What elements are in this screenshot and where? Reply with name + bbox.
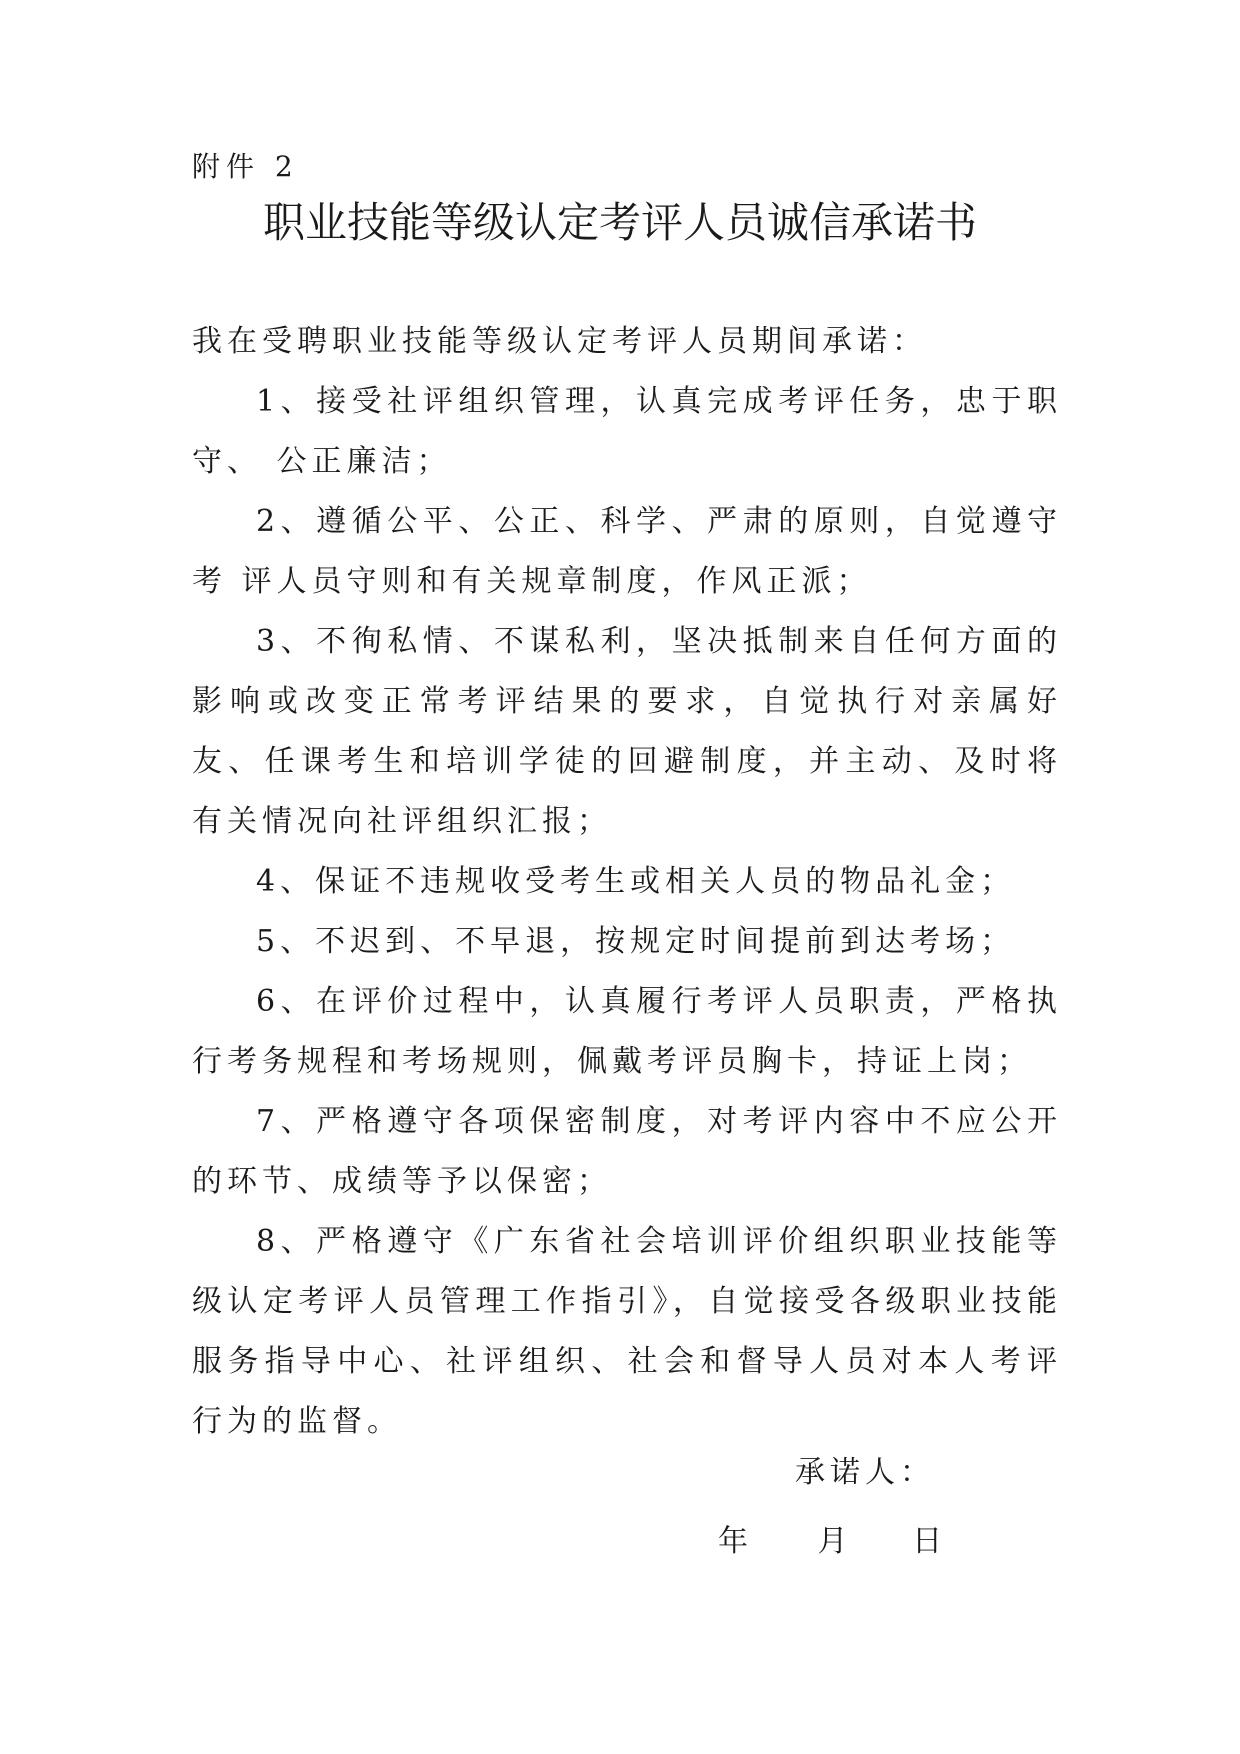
commitment-item-3: 3、不徇私情、不谋私利，坚决抵制来自任何方面的影响或改变正常考评结果的要求，自觉执行对亲属好友、任课考生和培训学徒的回避制度，并主动、及时将有关情况向社评组织汇报； xyxy=(192,624,1062,839)
document-body xyxy=(192,312,1062,1452)
attachment-label: 附件 2 xyxy=(192,150,299,183)
document-title: 职业技能等级认定考评人员诚信承诺书 xyxy=(262,198,977,247)
commitment-item-7: 7、严格遵守各项保密制度，对考评内容中不应公开的环节、成绩等予以保密； xyxy=(192,1104,1062,1199)
intro-paragraph: 我在受聘职业技能等级认定考评人员期间承诺： xyxy=(192,324,927,359)
signature-label: 承诺人： xyxy=(795,1455,935,1490)
commitment-item-4: 4、保证不违规收受考生或相关人员的物品礼金； xyxy=(256,864,1016,899)
commitment-item-5: 5、不迟到、不早退，按规定时间提前到达考场； xyxy=(256,924,1016,959)
commitment-item-6: 6、在评价过程中，认真履行考评人员职责，严格执行考务规程和考场规则，佩戴考评员胸卡，持证上岗； xyxy=(192,984,1062,1079)
commitment-item-1: 1、接受社评组织管理，认真完成考评任务，忠于职守、 公正廉洁； xyxy=(192,384,1062,479)
date-year-label: 年 xyxy=(718,1524,748,1559)
commitment-item-8: 8、严格遵守《广东省社会培训评价组织职业技能等级认定考评人员管理工作指引》，自觉接受各级职业技能服务指导中心、社评组织、社会和督导人员对本人考评行为的监督。 xyxy=(192,1224,1062,1439)
date-day-label: 日 xyxy=(912,1524,943,1559)
date-line xyxy=(718,1522,952,1562)
commitment-item-2: 2、遵循公平、公正、科学、严肃的原则，自觉遵守考 评人员守则和有关规章制度，作风正派； xyxy=(192,504,1062,599)
date-month-label: 月 xyxy=(817,1524,848,1559)
